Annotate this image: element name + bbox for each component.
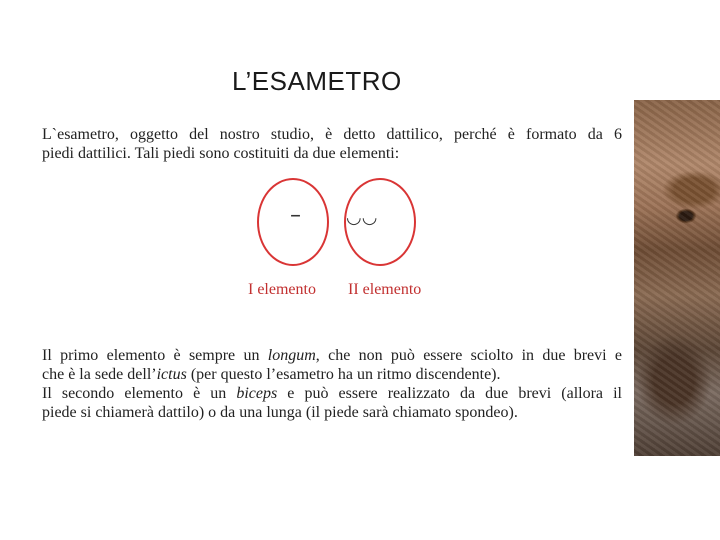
body-text: , che non può essere sciolto in due brevi e (315, 347, 623, 364)
biceps-symbol: ◡◡ (346, 207, 378, 228)
term-longum: longum (267, 347, 316, 364)
intro-line: L`esametro, oggetto del nostro studio, è detto dattilico, perché è formato da 6 (42, 126, 622, 143)
body-text: Il secondo elemento è un (42, 385, 237, 402)
body-line (42, 384, 622, 403)
term-ictus: ictus (156, 366, 187, 383)
longum-symbol: – (290, 203, 301, 228)
element-1-label: I elemento (248, 281, 316, 298)
body-line (42, 365, 622, 384)
intro-paragraph (42, 125, 622, 163)
page-title: L’ESAMETRO (232, 66, 402, 96)
body-line: piede si chiamerà dattilo) o da una lunga (il piede sarà chiamato spondeo). (42, 404, 518, 421)
portrait-image (634, 100, 720, 456)
body-line (42, 346, 622, 365)
body-text: che è la sede dell’ (42, 366, 157, 383)
body-text: (per questo l’esametro ha un ritmo discendente). (186, 366, 501, 383)
body-text: Il primo elemento è sempre un (42, 347, 268, 364)
body-paragraph (42, 346, 622, 422)
term-biceps: biceps (236, 385, 278, 402)
intro-line: piedi dattilici. Tali piedi sono costituiti da due elementi: (42, 145, 400, 162)
body-text: e può essere realizzato da due brevi (allora il (277, 385, 622, 402)
foot-diagram (230, 175, 450, 305)
element-2-label: II elemento (348, 281, 422, 298)
